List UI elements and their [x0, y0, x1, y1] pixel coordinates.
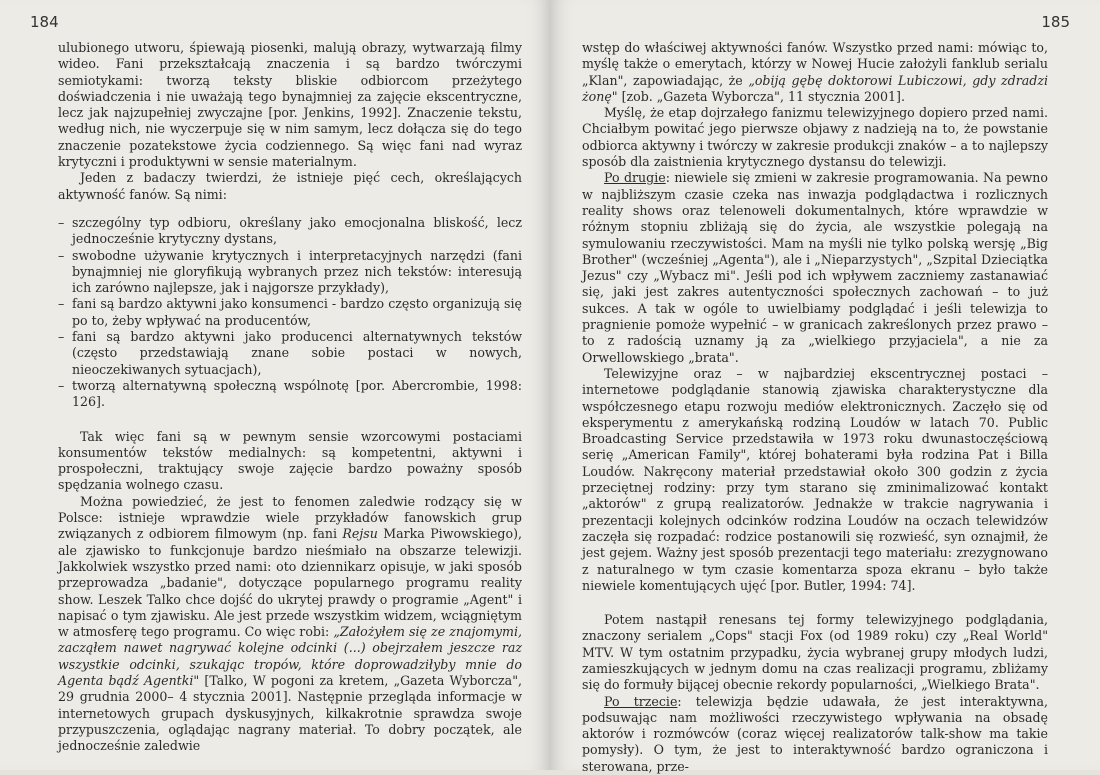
italic-quote: „Założyłem się ze znajomymi, zacząłem nawet nagrywać kolejne odcinki (...) obejrzałem jeszcze raz wszystkie odcinki, szukając tropów, które doprowadziłyby mnie do Agenta bądź Agentki": [58, 624, 522, 688]
section-label: Po drugie: [604, 170, 666, 186]
italic-title: Rejsu: [342, 526, 378, 542]
page-number: 184: [30, 13, 59, 31]
paragraph: Telewizyjne oraz – w najbardziej ekscentrycznej postaci – internetowe podglądanie stanowią zjawiska charakterystyczne dla współczesnego etapu rozwoju mediów elektronicznych. Zaczęło się od eksperymentu z amerykańską rodziną Loudów w latach 70. Public Broadcasting Service przedstawiła w 1973 roku dwunastoczęściową serię „American Family", której bohaterami była rodzina Pat i Billa Loudów. Nakręcony materiał przedstawiał około 300 godzin z życia przeciętnej rodziny: przy tym starano się zminimalizować kontakt „aktorów" z grupą realizatorów. Jednakże w trakcie nagrywania i prezentacji kolejnych odcinków rodzina Loudów na oczach telewidzów zaczęła się rozpadać: rodzice postanowili się rozwieść, syn oznajmił, że jest gejem. Ważny jest sposób prezentacji tego materiału: zrezygnowano z naturalnego w tym czasie komentarza spoza ekranu – było także niewiele komentujących ujęć [por. Butler, 1994: 74].: [582, 365, 1048, 593]
list-item: – szczególny typ odbioru, określany jako emocjonalna bliskość, lecz jednocześnie krytyczny dystans,: [58, 215, 522, 248]
list-item: – swobodne używanie krytycznych i interpretacyjnych narzędzi (fani bynajmniej nie gloryfikują wybranych przez nich tekstów: interesują ich zarówno najlepsze, jak i najgorsze przykłady),: [58, 248, 522, 297]
right-page: [550, 0, 1100, 774]
text-run: [Talko, W pogoni za kretem, „Gazeta Wyborcza", 29 grudnia 2000– 4 stycznia 2001]. Następnie przegląda informacje w internetowych grupach dyskusyjnych, kilkakrotnie sprawdza swoje przypuszczenia, oglądając nagrany materiał. To dobry początek, ale jednocześnie zaledwie: [58, 672, 522, 754]
paragraph: ulubionego utworu, śpiewają piosenki, malują obrazy, wytwarzają filmy wideo. Fani przekształcają znaczenia i są bardzo twórczymi semiotykami: tworzą teksty bliskie odbiorcom przeżytego doświadczenia i nie uważają tego bynajmniej za zajęcie ekscentryczne, lecz jak najzupełniej zwyczajne [por. Jenkins, 1992]. Znaczenie tekstu, według nich, nie wyczerpuje się w nim samym, lecz dołącza się do tego znaczenie pozatekstowe życia codziennego. Są więc fani nad wyraz krytyczni i produktywni w sensie materialnym.: [58, 40, 522, 170]
paragraph: Myślę, że etap dojrzałego fanizmu telewizyjnego dopiero przed nami. Chciałbym powitać jego pierwsze objawy z nadzieją na to, że powstanie odbiorca aktywny i twórczy w zakresie produkcji znaków – a to najlepszy sposób dla zaistnienia krytycznego dystansu do telewizji.: [582, 105, 1048, 170]
list-item: – tworzą alternatywną społeczną wspólnotę [por. Abercrombie, 1998: 126].: [58, 378, 522, 411]
page-number: 185: [1041, 13, 1070, 31]
paragraph: Tak więc fani są w pewnym sensie wzorcowymi postaciami konsumentów tekstów medialnych: są kompetentni, aktywni i prospołeczni, traktujący swoje zajęcie bardzo poważny sposób spędzania wolnego czasu.: [58, 428, 522, 493]
text-run: : niewiele się zmieni w zakresie programowania. Na pewno w najbliższym czasie czeka nas inwazja podglądactwa i rozlicznych reality shows oraz telenoweli dokumentalnych, które wprawdzie w różnym stopniu zbliżają się do życia, ale wszystkie polegają na symulowaniu rzeczywistości. Mam na myśli nie tylko polską wersję „Big Brother" (wcześniej „Agenta"), ale i „Nieparzystych", „Szpital Dzieciątka Jezus" czy „Wybacz mi". Jeśli pod ich wpływem zaczniemy zastanawiać się, jaki jest zakres autentyczności społecznych zachowań – to już sukces. A tak w ogóle to uwielbiamy podglądać i jeśli telewizja to pragnienie pomoże wypełnić – w granicach zakreślonych przez prawo – to z radością uznamy ją za „wielkiego przyjaciela", a nie za Orwellowskiego „brata".: [582, 170, 1048, 365]
list-item: – fani są bardzo aktywni jako producenci alternatywnych tekstów (często przedstawiają znane sobie postaci w nowych, nieoczekiwanych sytuacjach),: [58, 329, 522, 378]
section-label: Po trzecie: [604, 693, 678, 709]
text-run: wstęp do właściwej aktywności fanów. Wszystko przed nami: mówiąc to, myślę także o emerytach, którzy w Nowej Hucie założyli fanklub serialu „Klan", zapowiadając, że: [582, 40, 1048, 88]
feature-list: [58, 215, 522, 411]
paragraph: [582, 694, 1048, 775]
paragraph: [582, 170, 1048, 366]
text-run: : telewizja będzie udawała, że jest interaktywna, podsuwając nam możliwości rzeczywistego wpływania na obsadę aktorów i rozmówców (coraz więcej realizatorów talk-show ma takie pomysły). O tym, że jest to interaktywność bardzo ograniczona i sterowana, prze-: [582, 693, 1048, 774]
text-run: Można powiedzieć, że jest to fenomen zaledwie rodzący się w Polsce: istnieje wprawdzie wiele przykładów fanowskich grup związanych z odbiorem filmowym (np. fani: [58, 493, 522, 542]
italic-quote: „obiją gębę doktorowi Lubiczowi, gdy zdradzi żonę": [582, 72, 1048, 104]
text-run: [zob. „Gazeta Wyborcza", 11 stycznia 2001].: [617, 88, 905, 104]
text-run: Marka Piwowskiego), ale zjawisko to funkcjonuje bardzo nieśmiało na obszarze telewizji. Jakkolwiek wszystko przed nami: oto dziennikarz opisuje, w jaki sposób przeprowadza „badanie", dotyczące popularnego programu reality show. Leszek Talko chce dojść do ukrytej prawdy o programie „Agent" i napisać o tym zjawisku. Ale jest przede wszystkim widzem, wciągniętym w atmosferę tego programu. Co więc robi:: [58, 526, 522, 640]
left-page: [0, 0, 550, 770]
paragraph: [582, 40, 1048, 105]
paragraph: Potem nastąpił renesans tej formy telewizyjnego podglądania, znaczony serialem „Cops" stacji Fox (od 1989 roku) czy „Real World" MTV. W tym ostatnim przypadku, życia wybranej grupy młodych ludzi, zamieszkujących w jednym domu na czas realizacji programu, zbliżamy się do formuły bijącej obecnie rekordy popularności, „Wielkiego Brata".: [582, 612, 1048, 693]
paragraph: [58, 494, 522, 755]
paragraph: Jeden z badaczy twierdzi, że istnieje pięć cech, określających aktywność fanów. Są nimi:: [58, 170, 522, 202]
list-item: – fani są bardzo aktywni jako konsumenci - bardzo często organizują się po to, żeby wpływać na producentów,: [58, 296, 522, 329]
